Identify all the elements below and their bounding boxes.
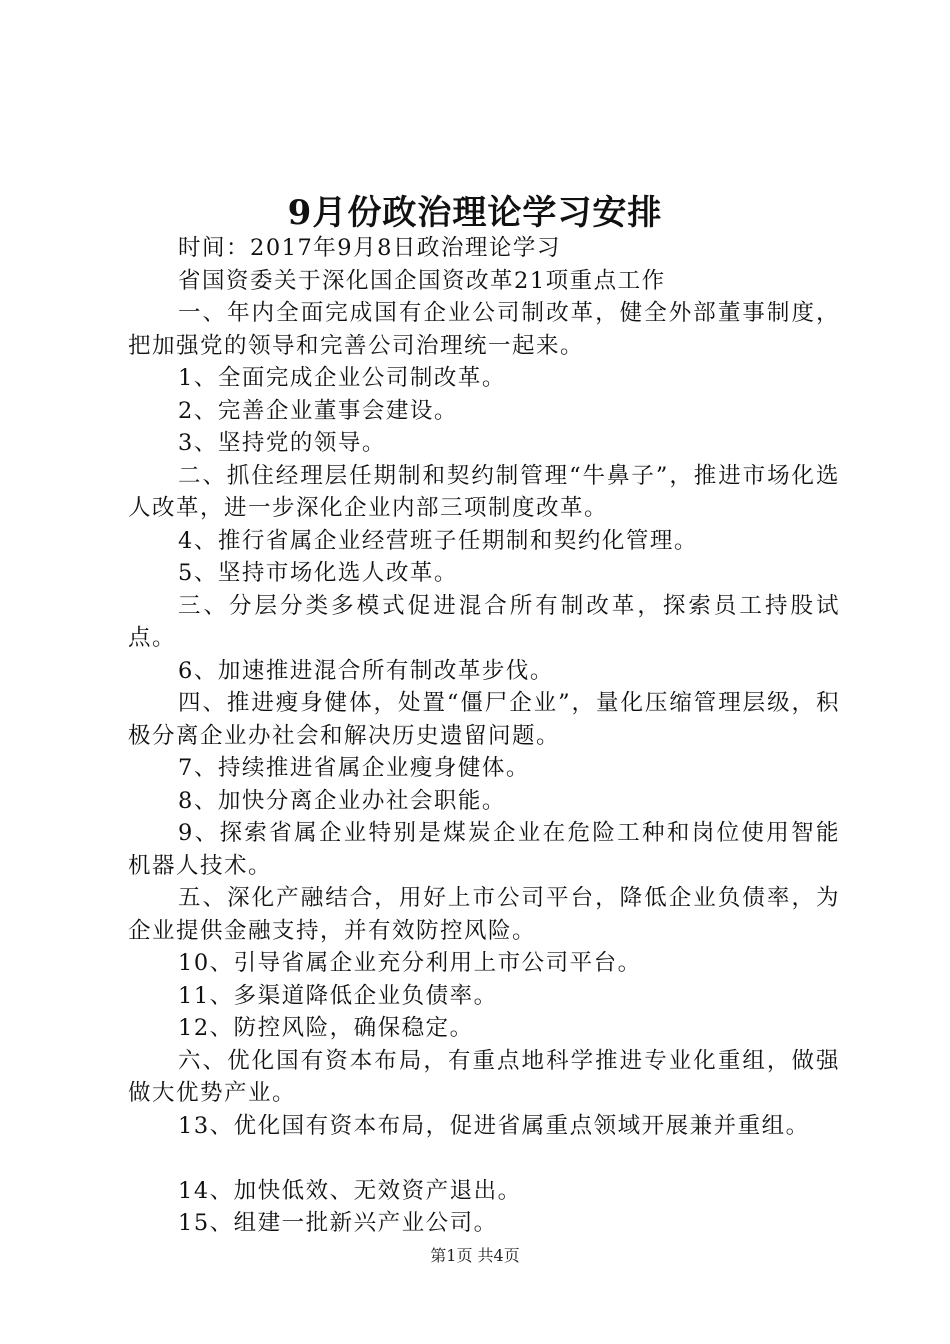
paragraph-item-10: 10、引导省属企业充分利用上市公司平台。 (178, 950, 642, 976)
paragraph-section-5: 五、深化产融结合，用好上市公司平台，降低企业负债率，为企业提供金融支持，并有效防控风险。 (128, 885, 840, 944)
paragraph-item-13: 13、优化国有资本布局，促进省属重点领域开展兼并重组。 (178, 1112, 810, 1139)
paragraph-time: 时间：2017年9月8日政治理论学习 (178, 235, 561, 261)
paragraph-item-12: 12、防控风险，确保稳定。 (178, 1015, 474, 1041)
document-body (128, 232, 840, 1240)
paragraph-section-4: 四、推进瘦身健体，处置“僵尸企业”，量化压缩管理层级，积极分离企业办社会和解决历史遗留问题。 (128, 690, 840, 749)
paragraph-item-8: 8、加快分离企业办社会职能。 (178, 787, 506, 814)
paragraph-section-1: 一、年内全面完成国有企业公司制改革，健全外部董事制度，把加强党的领导和完善公司治理统一起来。 (128, 300, 840, 359)
paragraph-item-1: 1、全面完成企业公司制改革。 (178, 365, 506, 391)
blank-line (128, 1142, 840, 1175)
paragraph-item-6: 6、加速推进混合所有制改革步伐。 (178, 657, 554, 684)
paragraph-item-14: 14、加快低效、无效资产退出。 (178, 1177, 522, 1204)
paragraph-item-5: 5、坚持市场化选人改革。 (178, 560, 458, 586)
paragraph-item-2: 2、完善企业董事会建设。 (178, 397, 458, 424)
paragraph-item-15: 15、组建一批新兴产业公司。 (178, 1210, 498, 1236)
page-footer: 第1页 共4页 (430, 1246, 520, 1265)
paragraph-item-11: 11、多渠道降低企业负债率。 (178, 982, 498, 1009)
paragraph-item-3: 3、坚持党的领导。 (178, 430, 386, 456)
paragraph-section-3: 三、分层分类多模式促进混合所有制改革，探索员工持股试点。 (128, 592, 840, 651)
paragraph-section-2: 二、抓住经理层任期制和契约制管理“牛鼻子”，推进市场化选人改革，进一步深化企业内部三项制度改革。 (128, 462, 840, 521)
paragraph-item-9: 9、探索省属企业特别是煤炭企业在危险工种和岗位使用智能机器人技术。 (128, 820, 840, 879)
document-title: 9月份政治理论学习安排 (287, 193, 663, 233)
paragraph-item-7: 7、持续推进省属企业瘦身健体。 (178, 755, 530, 781)
paragraph-heading: 省国资委关于深化国企国资改革21项重点工作 (178, 267, 666, 294)
paragraph-item-4: 4、推行省属企业经营班子任期制和契约化管理。 (178, 527, 698, 554)
paragraph-section-6: 六、优化国有资本布局，有重点地科学推进专业化重组，做强做大优势产业。 (128, 1047, 840, 1106)
